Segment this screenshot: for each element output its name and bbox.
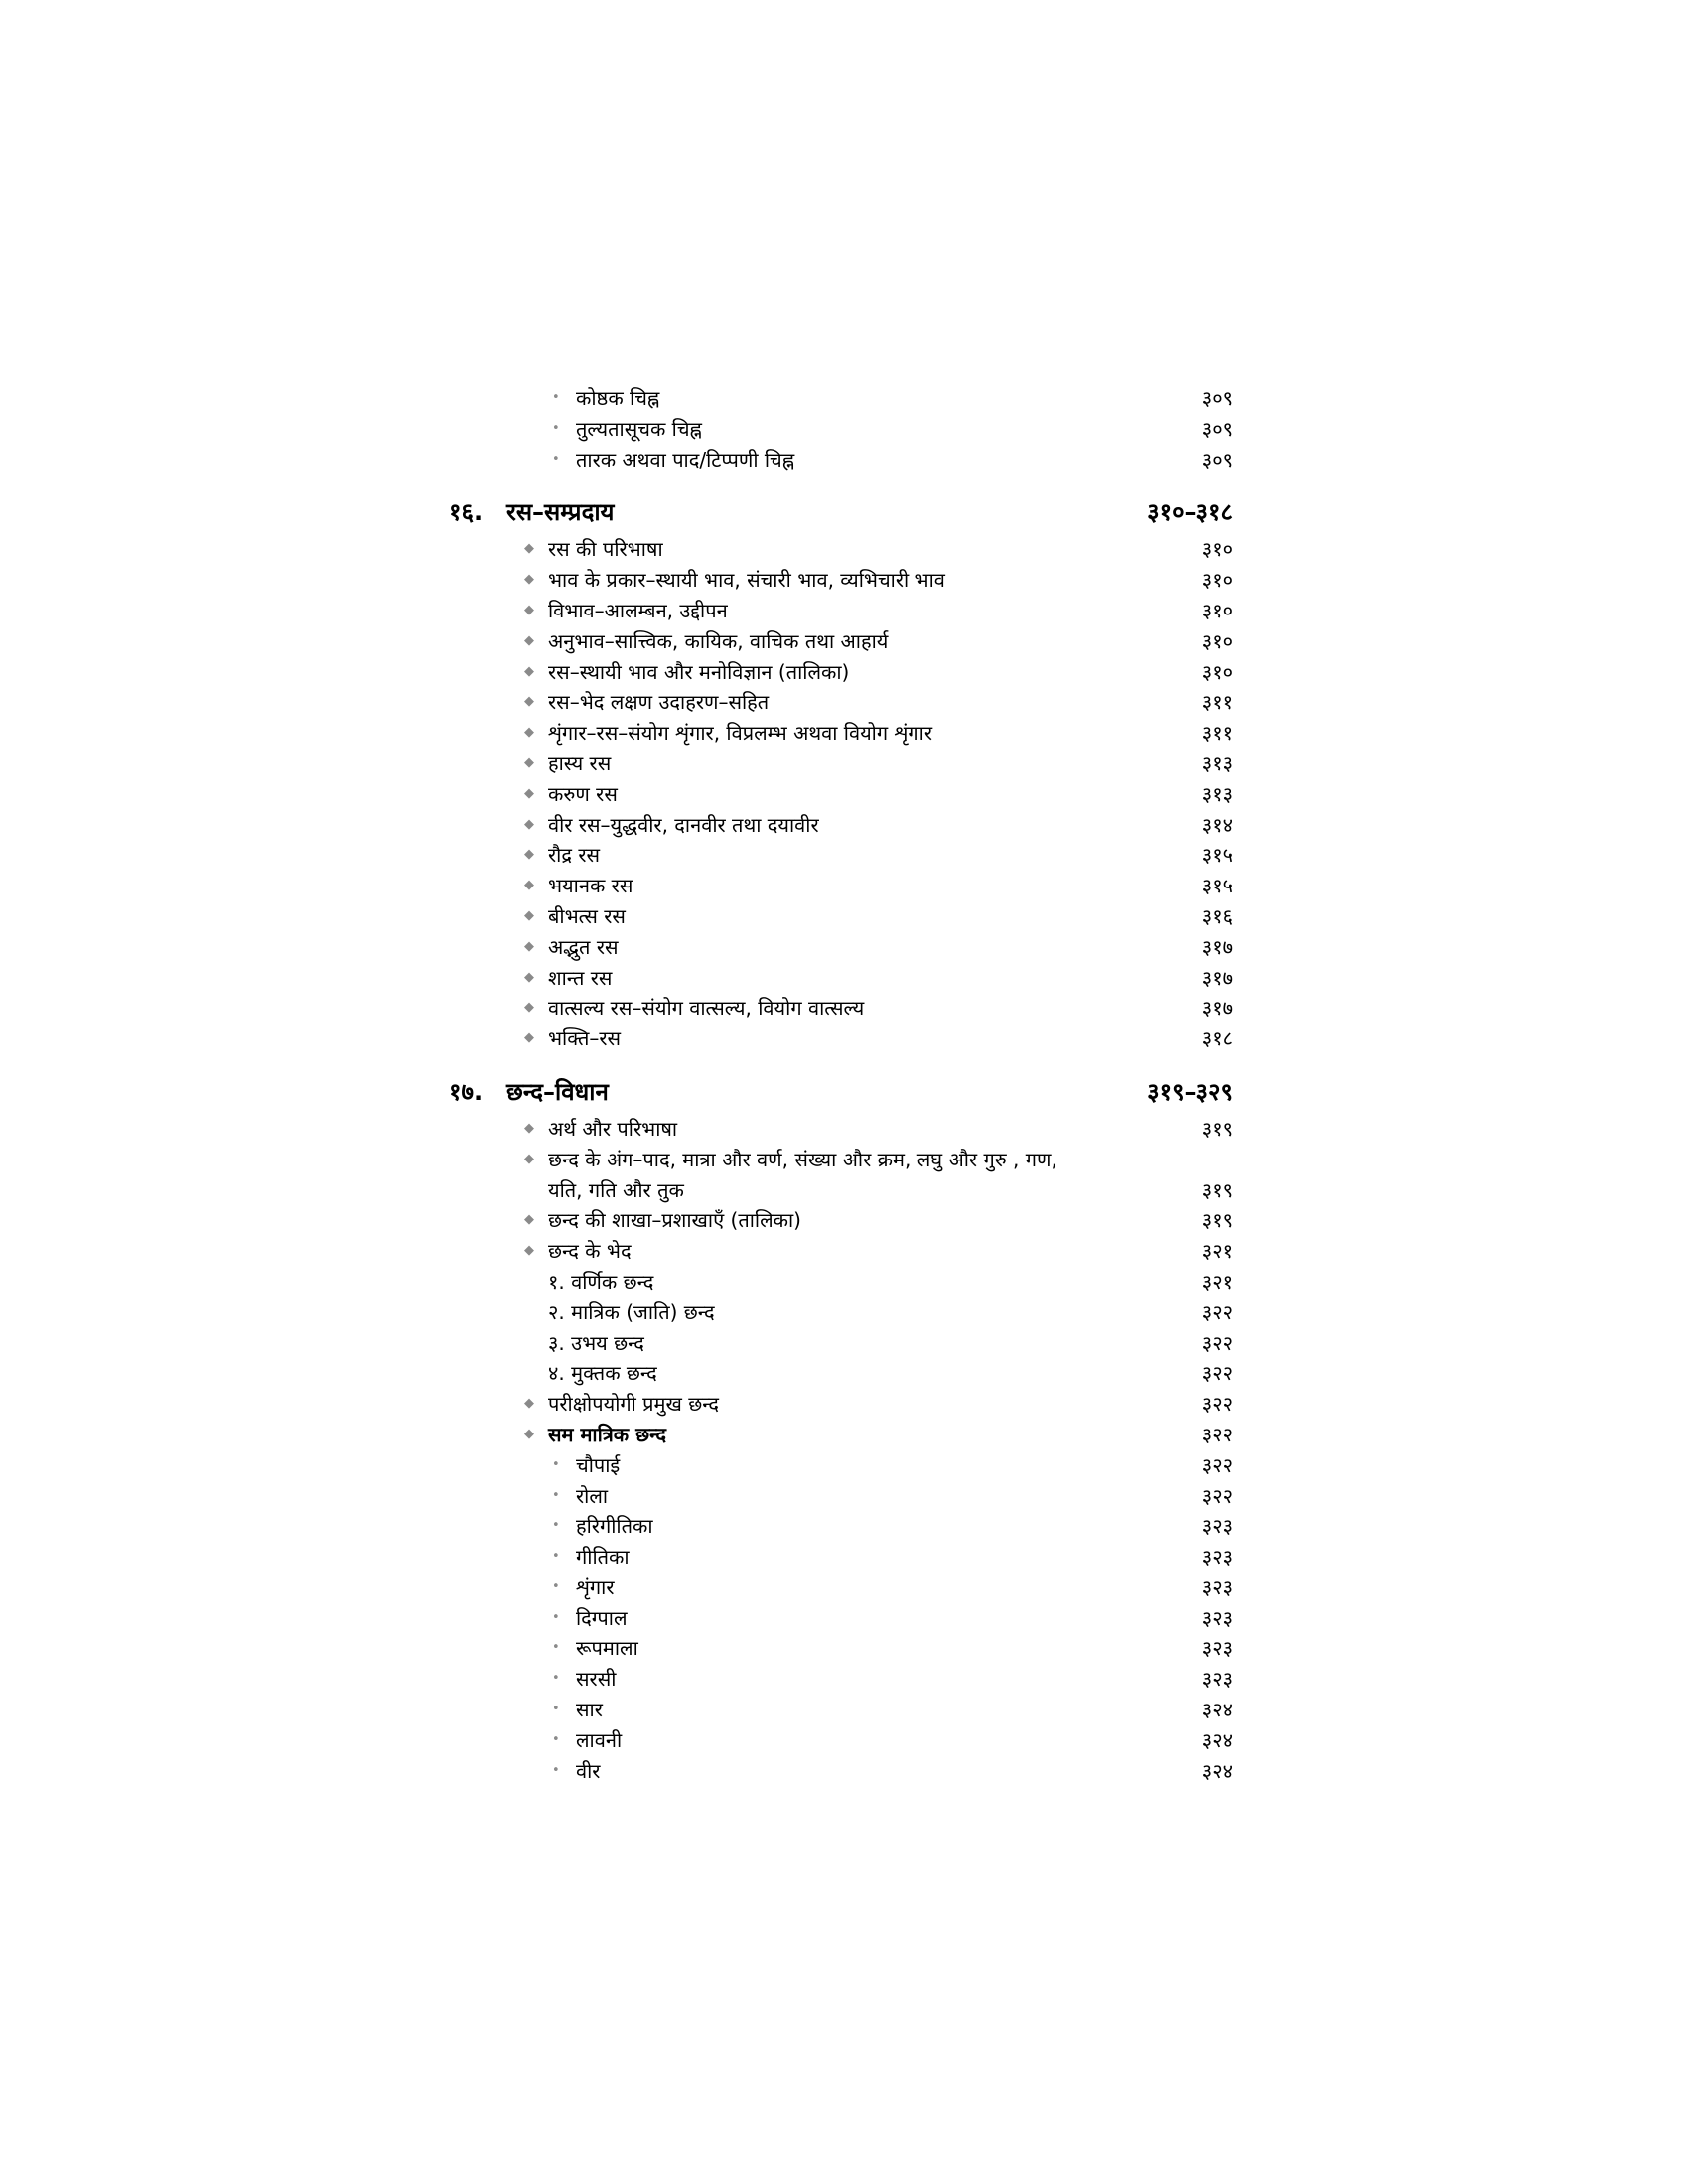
entry-page-number: ३१९ [1201,1208,1233,1233]
entry-page-number: ३२३ [1201,1636,1233,1661]
diamond-bullet-icon: ◆ [524,969,534,985]
entry-label: रस–भेद लक्षण उदाहरण–सहित [548,690,770,715]
entry-page-number: ३२३ [1201,1667,1233,1692]
entry-page-number: ३०९ [1201,386,1233,410]
entry-label: शान्त रस [548,965,613,990]
diamond-bullet-icon: ◆ [524,1000,534,1016]
entry-label: गीतिका [576,1545,630,1570]
entry-label: चौपाई [576,1452,621,1477]
entry-page-number: ३२३ [1201,1574,1233,1599]
entry-label: वीर [576,1758,601,1783]
entry-label: अनुभाव–सात्त्विक, कायिक, वाचिक तथा आहार्य [548,628,889,653]
toc-entry [437,1420,1440,1450]
entry-label: ३. उभय छन्द [548,1330,644,1355]
entry-label: रस–स्थायी भाव और मनोविज्ञान (तालिका) [548,659,850,684]
toc-entry [437,414,1440,445]
chapter-page-range: ३१९–३२९ [1147,1077,1233,1106]
entry-label: छन्द के अंग–पाद, मात्रा और वर्ण, संख्या और क्रम, लघु और गुरु , गण, [548,1147,1057,1171]
entry-page-number: ३१३ [1201,751,1233,775]
toc-entry [437,657,1440,688]
entry-label: विभाव–आलम्बन, उद्दीपन [548,598,728,622]
diamond-bullet-icon: ◆ [524,785,534,801]
entry-page-number: ३२३ [1201,1605,1233,1630]
entry-label: २. मात्रिक (जाति) छन्द [548,1299,715,1324]
entry-page-number: ३१४ [1201,812,1233,837]
toc-entry [437,445,1440,476]
sub-bullet-icon: • [552,1609,560,1625]
diamond-bullet-icon: ◆ [524,1396,534,1412]
entry-page-number: ३१० [1201,628,1233,653]
toc-entry [437,596,1440,626]
chapter-number: १६. [449,498,484,527]
diamond-bullet-icon: ◆ [524,816,534,832]
diamond-bullet-icon: ◆ [524,694,534,710]
toc-entry [437,1572,1440,1603]
chapter-number: १७. [449,1077,484,1106]
toc-entry [437,932,1440,963]
toc-entry [437,1358,1440,1389]
entry-label: हरिगीतिका [576,1514,653,1539]
entry-label: भाव के प्रकार–स्थायी भाव, संचारी भाव, व्यभिचारी भाव [548,568,945,593]
toc-entry [437,871,1440,901]
diamond-bullet-icon: ◆ [524,1243,534,1259]
toc-entry [437,1756,1440,1787]
toc-entry [437,687,1440,718]
toc-entry [437,1175,1440,1206]
entry-page-number: ३१५ [1201,843,1233,868]
chapter-title: छन्द–विधान [506,1077,609,1106]
entry-label: छन्द की शाखा–प्रशाखाएँ (तालिका) [548,1208,801,1233]
sub-bullet-icon: • [552,1487,560,1503]
diamond-bullet-icon: ◆ [524,541,534,557]
entry-page-number: ३२२ [1201,1330,1233,1355]
entry-page-number: ३१७ [1201,996,1233,1021]
entry-label: १. वर्णिक छन्द [548,1269,654,1294]
entry-label: रौद्र रस [548,843,601,868]
entry-page-number: ३२२ [1201,1422,1233,1446]
toc-entry [437,534,1440,565]
entry-label: करुण रस [548,781,618,806]
entry-page-number: ३२४ [1201,1698,1233,1722]
toc-entry [437,565,1440,596]
toc-entry [437,383,1440,414]
entry-page-number: ३०९ [1201,416,1233,441]
toc-entry [437,1145,1440,1175]
entry-label: भयानक रस [548,874,633,898]
entry-label: वात्सल्य रस–संयोग वात्सल्य, वियोग वात्सल्य [548,996,865,1021]
toc-entry [437,1205,1440,1236]
entry-label: भक्ति–रस [548,1026,622,1051]
sub-bullet-icon: • [552,1640,560,1656]
toc-entry [437,1267,1440,1297]
entry-page-number: ३१९ [1201,1177,1233,1202]
entry-page-number: ३२२ [1201,1361,1233,1386]
entry-label: तुल्यतासूचक चिह्न [576,416,702,441]
toc-entry [437,1542,1440,1572]
toc-entry [437,1297,1440,1328]
entry-page-number: ३२१ [1201,1269,1233,1294]
entry-label: सार [576,1698,603,1722]
entry-label: वीर रस–युद्धवीर, दानवीर तथा दयावीर [548,812,819,837]
toc-entry [437,749,1440,779]
toc-entry [437,963,1440,994]
entry-label: दिग्पाल [576,1605,628,1630]
entry-page-number: ३२४ [1201,1758,1233,1783]
diamond-bullet-icon: ◆ [524,938,534,954]
diamond-bullet-icon: ◆ [524,754,534,770]
toc-entry [437,1328,1440,1359]
entry-label: परीक्षोपयोगी प्रमुख छन्द [548,1392,720,1417]
diamond-bullet-icon: ◆ [524,632,534,648]
toc-entry [437,1603,1440,1634]
entry-page-number: ३११ [1201,690,1233,715]
toc-entry [437,718,1440,749]
toc-chapter-heading [437,1070,1440,1114]
chapter-title: रस–सम्प्रदाय [506,498,615,527]
diamond-bullet-icon: ◆ [524,725,534,741]
entry-label: छन्द के भेद [548,1239,632,1264]
entry-page-number: ३१० [1201,598,1233,622]
diamond-bullet-icon: ◆ [524,1030,534,1046]
entry-label: शृंगार–रस–संयोग शृंगार, विप्रलम्भ अथवा वियोग शृंगार [548,721,933,746]
toc-entry [437,626,1440,657]
entry-page-number: ३२२ [1201,1299,1233,1324]
toc-entry [437,993,1440,1024]
sub-bullet-icon: • [552,1731,560,1747]
entry-page-number: ३१० [1201,659,1233,684]
sub-bullet-icon: • [552,1762,560,1778]
entry-page-number: ३१९ [1201,1116,1233,1141]
toc-entry [437,1511,1440,1542]
toc-entry [437,810,1440,841]
diamond-bullet-icon: ◆ [524,1212,534,1228]
entry-page-number: ३१८ [1201,1026,1233,1051]
entry-label: अर्थ और परिभाषा [548,1116,678,1141]
diamond-bullet-icon: ◆ [524,878,534,893]
entry-label: रूपमाला [576,1636,638,1661]
table-of-contents [437,383,1440,1786]
toc-entry [437,1236,1440,1267]
toc-entry [437,1389,1440,1420]
toc-entry [437,1664,1440,1695]
diamond-bullet-icon: ◆ [524,663,534,679]
entry-page-number: ३२३ [1201,1514,1233,1539]
entry-page-number: ३२१ [1201,1239,1233,1264]
entry-page-number: ३१७ [1201,965,1233,990]
entry-page-number: ३२२ [1201,1483,1233,1508]
diamond-bullet-icon: ◆ [524,1426,534,1441]
sub-bullet-icon: • [552,390,560,405]
entry-page-number: ३०९ [1201,447,1233,472]
toc-chapter-heading [437,490,1440,534]
sub-bullet-icon: • [552,451,560,467]
entry-page-number: ३२२ [1201,1452,1233,1477]
diamond-bullet-icon: ◆ [524,1120,534,1136]
entry-label: शृंगार [576,1574,615,1599]
entry-label: रस की परिभाषा [548,537,663,562]
toc-entry [437,1450,1440,1481]
entry-page-number: ३२४ [1201,1727,1233,1752]
entry-page-number: ३१३ [1201,781,1233,806]
entry-label: कोष्ठक चिह्न [576,386,660,410]
toc-entry [437,840,1440,871]
entry-page-number: ३१० [1201,537,1233,562]
entry-label: रोला [576,1483,609,1508]
diamond-bullet-icon: ◆ [524,602,534,617]
entry-label: ४. मुक्तक छन्द [548,1361,657,1386]
entry-label: बीभत्स रस [548,903,626,928]
entry-label: सम मात्रिक छन्द [548,1422,666,1446]
toc-entry [437,901,1440,932]
sub-bullet-icon: • [552,1549,560,1565]
sub-bullet-icon: • [552,1518,560,1534]
entry-page-number: ३१० [1201,568,1233,593]
sub-bullet-icon: • [552,1578,560,1594]
sub-bullet-icon: • [552,1702,560,1717]
entry-label: अद्भुत रस [548,934,619,959]
sub-bullet-icon: • [552,1456,560,1472]
toc-entry [437,1114,1440,1145]
entry-label: हास्य रस [548,751,612,775]
toc-entry [437,1725,1440,1756]
diamond-bullet-icon: ◆ [524,847,534,863]
entry-label: यति, गति और तुक [548,1177,684,1202]
toc-entry [437,1024,1440,1054]
entry-page-number: ३१७ [1201,934,1233,959]
diamond-bullet-icon: ◆ [524,1151,534,1166]
toc-entry [437,1481,1440,1512]
chapter-page-range: ३१०–३१८ [1147,498,1233,527]
toc-entry [437,1633,1440,1664]
entry-label: लावनी [576,1727,623,1752]
entry-page-number: ३२३ [1201,1545,1233,1570]
toc-entry [437,1695,1440,1725]
toc-entry [437,779,1440,810]
diamond-bullet-icon: ◆ [524,907,534,923]
entry-label: तारक अथवा पाद/टिप्पणी चिह्न [576,447,795,472]
entry-page-number: ३१६ [1201,903,1233,928]
entry-page-number: ३१५ [1201,874,1233,898]
entry-page-number: ३२२ [1201,1392,1233,1417]
entry-label: सरसी [576,1667,617,1692]
sub-bullet-icon: • [552,420,560,436]
entry-page-number: ३११ [1201,721,1233,746]
sub-bullet-icon: • [552,1671,560,1687]
diamond-bullet-icon: ◆ [524,572,534,588]
